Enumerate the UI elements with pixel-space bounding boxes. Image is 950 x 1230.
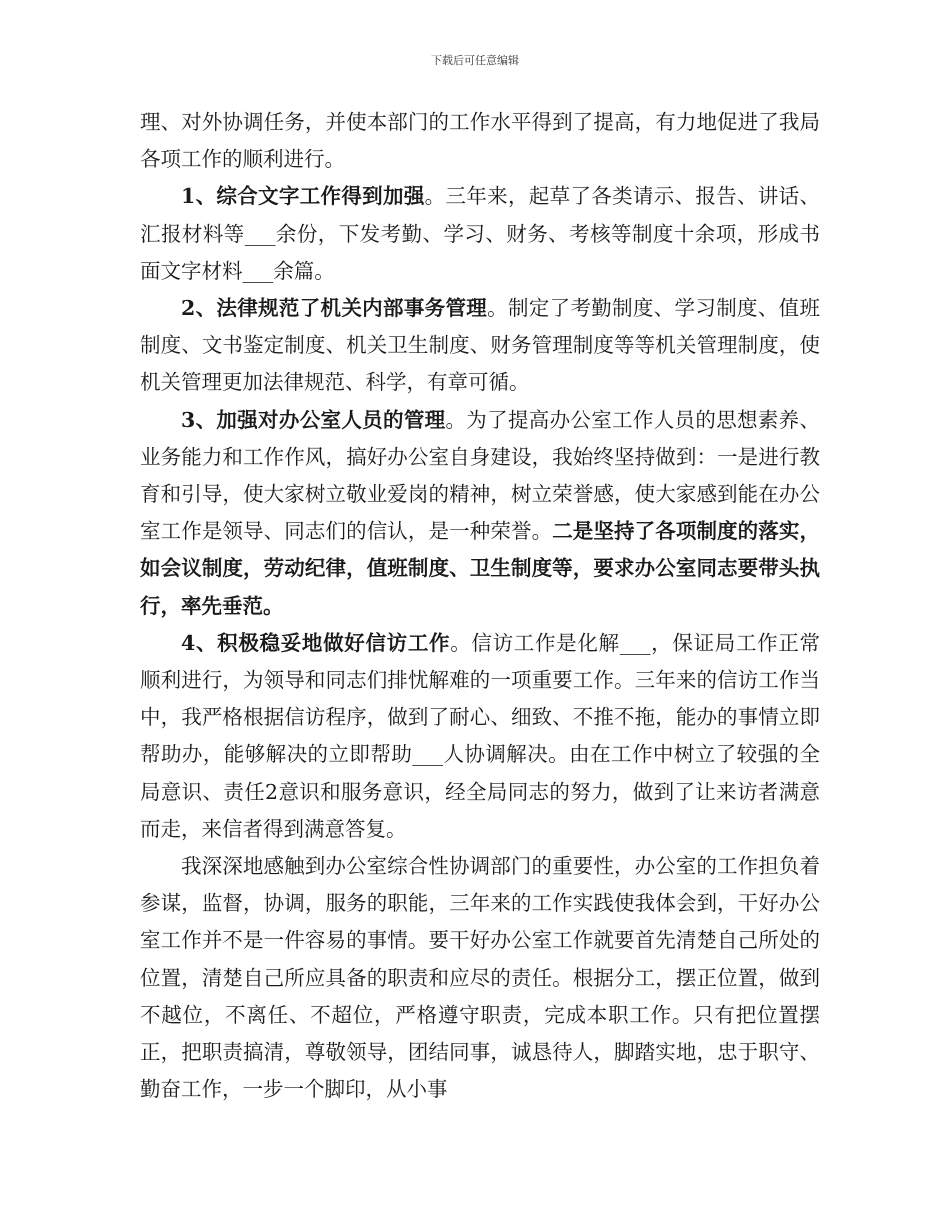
paragraph-heading: 3、加强对办公室人员的管理 — [181, 407, 446, 432]
paragraph-text: 。为了提高办公室工作人员的思想素养、业务能力和工作作风，搞好办公室自身建设，我始终坚持做到：一是进行教育和引导，使大家树立敬业爱岗的精神，树立荣誉感，使大家感到能在办公室工作是领导、同志们的信认，是一种荣誉。 — [140, 407, 820, 544]
paragraph-text: 。三年来，起草了各类请示、报告、讲话、汇报材料等___余份，下发考勤、学习、财务、考核等制度十余项，形成书面文字材料___余篇。 — [140, 184, 821, 283]
document-body — [140, 104, 820, 1108]
paragraph-heading: 1、综合文字工作得到加强 — [181, 184, 425, 209]
paragraph-text: 理、对外协调任务，并使本部门的工作水平得到了提高，有力地促进了我局各项工作的顺利进行。 — [140, 110, 820, 172]
paragraph-text: 。信访工作是化解___，保证局工作正常顺利进行，为领导和同志们排忧解难的一项重要工作。三年来的信访工作当中，我严格根据信访程序，做到了耐心、细致、不推不拖，能办的事情立即帮助办，能够解决的立即帮助___人协调解决。由在工作中树立了较强的全局意识、责任2意识和服务意识，经全局同志的努力，做到了让来访者满意而走，来信者得到满意答复。 — [140, 630, 821, 841]
paragraph-heading: 4、积极稳妥地做好信访工作 — [181, 630, 451, 655]
page-header: 下载后可任意编辑 — [431, 54, 519, 67]
paragraph-continuation — [140, 104, 820, 178]
paragraph-bold-text: 二是坚持了各项制度的落实，如会议制度，劳动纪律，值班制度、卫生制度等，要求办公室同志要带头执行，率先垂范。 — [140, 519, 820, 618]
paragraph-text: 。制定了考勤制度、学习制度、值班制度、文书鉴定制度、机关卫生制度、财务管理制度等等机关管理制度，使机关管理更加法律规范、科学，有章可循。 — [140, 296, 821, 395]
paragraph-summary — [140, 848, 820, 1108]
paragraph-item-3 — [140, 402, 820, 625]
paragraph-text: 我深深地感触到办公室综合性协调部门的重要性，办公室的工作担负着参谋，监督，协调，服务的职能，三年来的工作实践使我体会到，干好办公室工作并不是一件容易的事情。要干好办公室工作就要首先清楚自己所处的位置，清楚自己所应具备的职责和应尽的责任。根据分工，摆正位置，做到不越位，不离任、不超位，严格遵守职责，完成本职工作。只有把位置摆正，把职责搞清，尊敬领导，团结同事，诚恳待人，脚踏实地，忠于职守、勤奋工作，一步一个脚印，从小事 — [140, 854, 820, 1102]
paragraph-item-1 — [140, 178, 820, 290]
paragraph-heading: 2、法律规范了机关内部事务管理 — [181, 296, 488, 321]
paragraph-item-2 — [140, 290, 820, 402]
paragraph-item-4 — [140, 625, 820, 848]
